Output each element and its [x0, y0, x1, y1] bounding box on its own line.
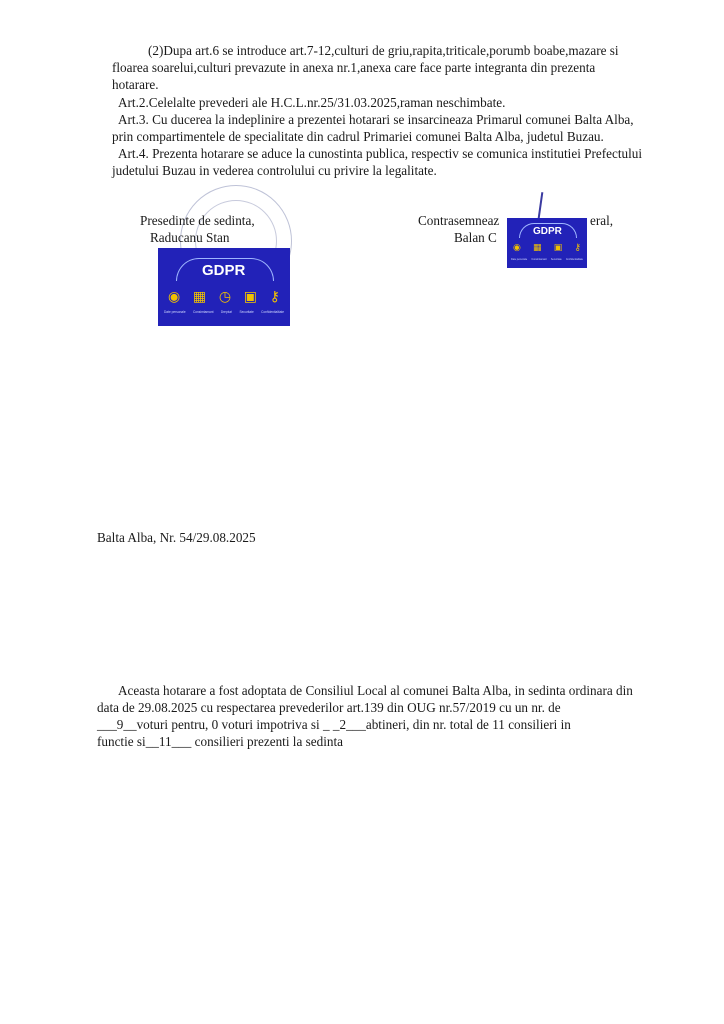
adoption-line-4: functie si__11___ consilieri prezenti la sedinta: [97, 734, 343, 749]
person-icon: ◉: [513, 242, 521, 252]
gdpr-label: GDPR: [202, 262, 246, 279]
adoption-line-1: Aceasta hotarare a fost adoptata de Consiliul Local al comunei Balta Alba, in sedinta ordinara din: [118, 683, 633, 698]
lock-icon: ▣: [243, 288, 258, 304]
gdpr-icon-row: [168, 288, 280, 305]
document-icon: ▦: [192, 288, 207, 304]
art4-line-1: Art.4. Prezenta hotarare se aduce la cunostinta publica, respectiv se comunica institutiei Prefectului: [118, 146, 643, 161]
president-name: Raducanu Stan: [150, 230, 230, 245]
document-icon: ▦: [533, 242, 542, 252]
art6-line-1: (2)Dupa art.6 se introduce art.7-12,culturi de griu,rapita,triticale,porumb boabe,mazare si: [148, 43, 619, 58]
gdpr-captions: Date personale Consimtamant Drepturi Securitate Confidentialitate: [164, 310, 284, 314]
art6-line-3: hotarare.: [112, 77, 159, 92]
art4-line-2: judetului Buzau in vederea controlului cu privire la legalitate.: [112, 163, 437, 178]
person-icon: ◉: [168, 288, 181, 304]
adoption-line-2: data de 29.08.2025 cu respectarea prevederilor art.139 din OUG nr.57/2019 cu un nr. de: [97, 700, 561, 715]
lock-icon: ▣: [553, 242, 563, 252]
art6-line-2: floarea soarelui,culturi prevazute in anexa nr.1,anexa care face parte integranta din prezenta: [112, 60, 596, 75]
gdpr-redaction-badge-large: [158, 248, 290, 326]
key-icon: ⚷: [574, 242, 581, 252]
countersign-title-right: eral,: [590, 213, 614, 228]
art3-line-1: Art.3. Cu ducerea la indeplinire a prezentei hotarari se insarcineaza Primarul comunei Balta Alba,: [118, 112, 634, 127]
president-title: Presedinte de sedinta,: [140, 213, 255, 228]
document-reference: Balta Alba, Nr. 54/29.08.2025: [97, 530, 256, 545]
countersign-title-left: Contrasemneaz: [418, 213, 500, 228]
gdpr-redaction-badge-small: [507, 218, 587, 268]
countersign-name: Balan C: [454, 230, 497, 245]
gdpr-icon-row: [513, 242, 581, 253]
art3-line-2: prin compartimentele de specialitate din cadrul Primariei comunei Balta Alba, judetul Buzau.: [112, 129, 604, 144]
art2-text: Art.2.Celelalte prevederi ale H.C.L.nr.25/31.03.2025,raman neschimbate.: [118, 95, 506, 110]
clock-icon: ◷: [218, 288, 232, 304]
adoption-line-3: ___9__voturi pentru, 0 voturi impotriva si _ _2___abtineri, din nr. total de 11 consilieri in: [97, 717, 571, 732]
key-icon: ⚷: [269, 288, 280, 304]
gdpr-label: GDPR: [533, 226, 562, 237]
gdpr-captions: Date personale Consimtamant Securitate Confidentialitate: [511, 258, 583, 261]
